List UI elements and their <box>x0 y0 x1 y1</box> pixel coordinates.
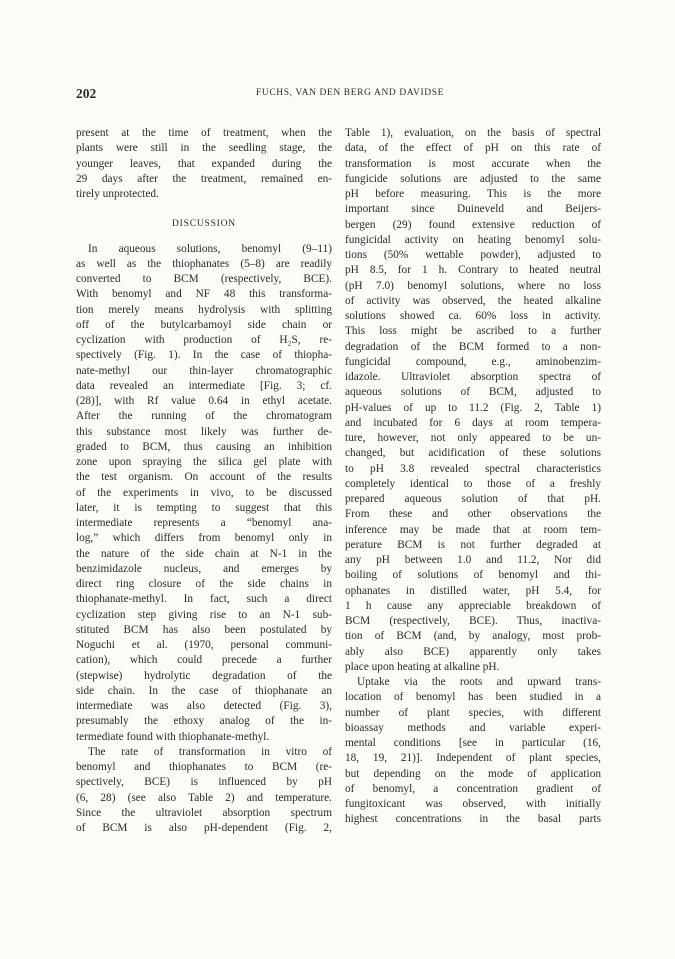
text-line: bioassay methods and variable experi- <box>345 721 601 734</box>
text-line: termediate found with thiophanate-methyl. <box>76 730 270 743</box>
text-line: In aqueous solutions, benomyl (9–11) <box>88 242 332 255</box>
text-line: pH 8.5, for 1 h. Contrary to heated neutral <box>345 264 601 277</box>
page-header <box>76 86 604 104</box>
paragraph <box>345 126 601 675</box>
right-column <box>345 126 601 828</box>
text-line: nate-methyl our thin-layer chromatographic <box>76 364 332 377</box>
text-line: any pH between 1.0 and 11.2, Nor did <box>345 554 601 566</box>
text-line: benomyl and thiophanates to BCM (re- <box>76 761 332 773</box>
text-line: side chain. In the case of thiophanate an <box>76 684 332 697</box>
text-line: data revealed an intermediate [Fig. 3; cf. <box>76 379 332 392</box>
text-line: (28)], with Rf value 0.64 in ethyl acetate. <box>76 395 332 407</box>
text-line: transformation is most accurate when the <box>345 157 601 170</box>
paragraph <box>76 126 332 202</box>
text-line: fungicide solutions are adjusted to the same <box>345 172 601 185</box>
text-line: benzimidazole nucleus, and emerges by <box>76 562 332 575</box>
text-line: tions (50% wettable powder), adjusted to <box>345 249 601 261</box>
text-line: intermediate represents a “benomyl ana- <box>76 517 332 529</box>
text-line: cation), which could precede a further <box>76 654 332 667</box>
text-line: tion merely means hydrolysis with splitting <box>76 303 332 316</box>
text-line: tion of BCM (and, by analogy, most prob- <box>345 630 601 643</box>
page-number: 202 <box>76 86 97 101</box>
text-line: presumably the ethoxy analog of the in- <box>76 715 332 728</box>
paragraph <box>76 242 332 745</box>
text-line: This loss might be ascribed to a further <box>345 325 601 338</box>
text-line: cyclization with production of H₂S, re- <box>76 334 332 346</box>
text-line: spectively, BCE) is influenced by pH <box>76 776 332 789</box>
text-line: number of plant species, with different <box>345 706 601 719</box>
section-heading: DISCUSSION <box>172 219 236 230</box>
text-line: 18, 19, 21)]. Independent of plant species, <box>345 752 601 765</box>
text-line: ably also BCE) apparently only takes <box>345 645 601 658</box>
text-line: ophanates in distilled water, pH 5.4, for <box>345 584 601 597</box>
text-line: degradation of the BCM formed to a non- <box>345 340 601 353</box>
text-line: (6, 28) (see also Table 2) and temperature. <box>76 791 332 804</box>
text-line: bergen (29) found extensive reduction of <box>345 218 601 231</box>
text-line: perature BCM is not further degraded at <box>345 538 601 551</box>
text-line: present at the time of treatment, when the <box>76 127 332 139</box>
text-line: of benomyl, a concentration gradient of <box>345 782 601 795</box>
text-line: (stepwise) hydrolytic degradation of the <box>76 669 332 682</box>
text-line: tirely unprotected. <box>76 188 159 200</box>
running-head: FUCHS, VAN DEN BERG AND DAVIDSE <box>255 88 445 98</box>
text-line: 29 days after the treatment, remained en- <box>76 172 332 185</box>
text-line: fungitoxicant was observed, with initially <box>345 798 601 810</box>
text-line: changed, but acidification of these solutions <box>345 447 601 460</box>
text-line: log,” which differs from benomyl only in <box>76 532 332 545</box>
text-line: Uptake via the roots and upward trans- <box>357 676 601 688</box>
text-line: and incubated for 6 days at room tempera- <box>345 416 601 429</box>
text-line: aqueous solutions of BCM, adjusted to <box>345 386 601 399</box>
text-line: prepared aqueous solution of that pH. <box>345 493 601 505</box>
text-line: Table 1), evaluation, on the basis of spectral <box>345 127 601 139</box>
text-line: Since the ultraviolet absorption spectrum <box>76 806 332 819</box>
text-line: BCM (respectively, BCE). Thus, inactiva- <box>345 615 601 627</box>
text-line: younger leaves, that expanded during the <box>76 157 332 170</box>
text-line: solutions showed ca. 60% loss in activity. <box>345 310 601 322</box>
text-line: Noguchi et al. (1970, personal communi- <box>76 639 332 651</box>
text-line: place upon heating at alkaline pH. <box>345 660 500 673</box>
paragraph <box>76 745 332 837</box>
text-line: idazole. Ultraviolet absorption spectra of <box>345 371 601 383</box>
left-column <box>76 126 332 836</box>
text-line: important since Duineveld and Beijers- <box>345 203 601 216</box>
text-line: pH before measuring. This is the more <box>345 188 601 200</box>
text-line: (pH 7.0) benomyl solutions, where no loss <box>345 279 601 292</box>
text-line: but depending on the mode of application <box>345 767 601 780</box>
text-line: From these and other observations the <box>345 508 601 521</box>
text-line: inference may be made that at room tem- <box>345 523 601 536</box>
text-line: data, of the effect of pH on this rate of <box>345 142 601 155</box>
text-line: this substance most likely was further de- <box>76 425 332 438</box>
text-line: of activity was observed, the heated alkaline <box>345 294 601 307</box>
text-line: ture, however, not only appeared to be un- <box>345 432 601 444</box>
text-line: the nature of the side chain at N-1 in the <box>76 547 332 560</box>
text-line: fungicidal activity on heating benomyl solu- <box>345 233 601 246</box>
text-line: thiophanate-methyl. In fact, such a direct <box>76 593 332 606</box>
text-line: of BCM is also pH-dependent (Fig. 2, <box>76 822 332 834</box>
text-line: highest concentrations in the basal parts <box>345 813 601 826</box>
text-line: zone upon spraying the silica gel plate with <box>76 456 332 468</box>
text-line: graded to BCM, thus causing an inhibition <box>76 440 332 453</box>
text-line: of the experiments in vivo, to be discussed <box>76 486 332 499</box>
text-line: pH-values of up to 11.2 (Fig. 2, Table 1) <box>345 401 601 414</box>
text-line: the test organism. On account of the results <box>76 471 332 484</box>
text-line: With benomyl and NF 48 this transforma- <box>76 288 332 301</box>
paragraph <box>345 675 601 828</box>
text-line: completely identical to those of a freshly <box>345 477 601 490</box>
text-line: to pH 3.8 revealed spectral characteristics <box>345 462 601 475</box>
text-line: spectively (Fig. 1). In the case of thiopha- <box>76 349 332 362</box>
text-line: mental conditions [see in particular (16, <box>345 737 601 749</box>
text-line: as well as the thiophanates (5–8) are readily <box>76 257 332 270</box>
text-line: 1 h cause any appreciable breakdown of <box>345 599 601 612</box>
text-line: plants were still in the seedling stage, the <box>76 142 332 155</box>
text-line: later, it is tempting to suggest that this <box>76 501 332 514</box>
text-line: After the running of the chromatogram <box>76 410 332 423</box>
text-line: converted to BCM (respectively, BCE). <box>76 273 332 285</box>
text-line: direct ring closure of the side chains in <box>76 578 332 590</box>
text-line: fungicidal compound, e.g., aminobenzim- <box>345 355 601 368</box>
text-line: boiling of solutions of benomyl and thi- <box>345 569 601 582</box>
text-line: The rate of transformation in vitro of <box>88 745 332 758</box>
text-line: stituted BCM has also been postulated by <box>76 623 332 636</box>
text-line: cyclization step giving rise to an N-1 sub- <box>76 608 332 621</box>
text-line: location of benomyl has been studied in a <box>345 691 601 704</box>
text-line: off of the butylcarbamoyl side chain or <box>76 318 332 331</box>
text-line: intermediate was also detected (Fig. 3), <box>76 700 332 712</box>
